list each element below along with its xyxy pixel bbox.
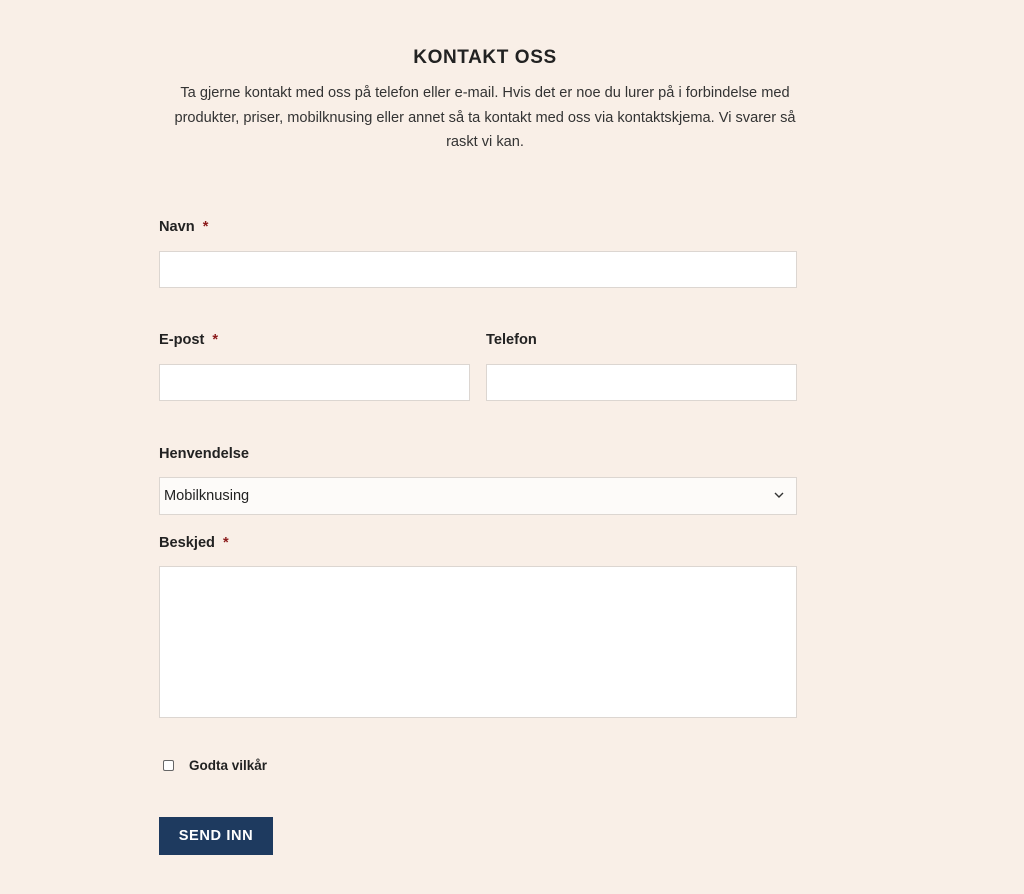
required-marker: * <box>222 535 229 551</box>
inquiry-label <box>159 445 249 463</box>
page-title: KONTAKT OSS <box>413 47 557 68</box>
intro-text <box>159 81 811 155</box>
intro-line-3: raskt vi kan. <box>446 134 524 150</box>
terms-label[interactable]: Godta vilkår <box>189 758 268 773</box>
phone-label <box>486 331 537 349</box>
intro-line-2: produkter, priser, mobilknusing eller annet så ta kontakt med oss via kontaktskjema. Vi svarer så <box>174 109 796 126</box>
message-label <box>159 534 229 552</box>
contact-header <box>159 46 811 155</box>
email-input[interactable] <box>159 364 470 401</box>
required-marker: * <box>202 219 209 235</box>
phone-label-text: Telefon <box>486 332 537 348</box>
submit-button[interactable]: SEND INN <box>159 817 273 855</box>
inquiry-select-value: Mobilknusing <box>164 488 250 504</box>
intro-line-1: Ta gjerne kontakt med oss på telefon eller e-mail. Hvis det er noe du lurer på i forbindelse med <box>180 85 790 101</box>
email-label-text: E-post <box>159 332 205 348</box>
message-label-text: Beskjed <box>159 535 215 551</box>
message-textarea[interactable] <box>159 566 797 718</box>
terms-checkbox[interactable] <box>163 760 174 771</box>
inquiry-label-text: Henvendelse <box>159 446 250 462</box>
email-label <box>159 331 218 349</box>
chevron-down-icon <box>774 490 784 500</box>
name-label <box>159 218 208 236</box>
phone-input[interactable] <box>486 364 797 401</box>
name-label-text: Navn <box>159 219 195 235</box>
name-input[interactable] <box>159 251 797 288</box>
inquiry-select[interactable] <box>159 477 797 515</box>
required-marker: * <box>212 332 219 348</box>
